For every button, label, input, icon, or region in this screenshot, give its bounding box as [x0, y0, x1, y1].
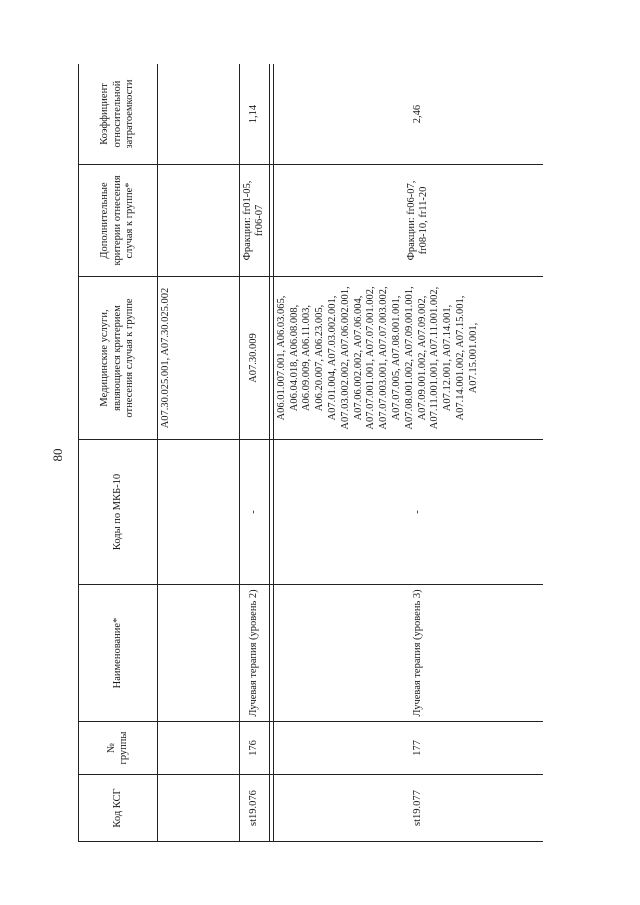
cell-mkb10: -	[240, 440, 270, 585]
table-row	[273, 64, 543, 842]
cell-group-no: 176	[240, 722, 270, 775]
page-number: 80	[50, 448, 65, 462]
header-services: Медицинские услуги, являющиеся критерием отнесения случая к группе	[79, 277, 158, 440]
cell-code-ksg	[158, 775, 240, 842]
cell-coefficient: 2,46	[273, 64, 543, 165]
header-mkb10: Коды по МКБ-10	[79, 440, 158, 585]
cell-services: A06.01.007.001, A06.03.065, A06.04.018, A06.08.008, A06.09.009, A06.11.003, A06.20.007, A06.23.005, A07.01.004, A07.03.002.001, A07.03.002.002, A07.06.002.001, A07.06.002.002, A07.06.004, A07.07.001.001, A07.07.001.002, A07.07.003.001, A07.07.003.002, A07.07.005, A07.08.001.001, A07.08.001.002, A07.09.001.001, A07.09.001.002, A07.09.002, A07.11.001.001, A07.11.001.002, A07.12.001, A07.14.001, A07.14.001.002, A07.15.001, A07.15.001.001,	[273, 277, 543, 440]
cell-mkb10: -	[273, 440, 543, 585]
cell-coefficient: 1,14	[240, 64, 270, 165]
cell-name	[158, 585, 240, 722]
cell-code-ksg: st19.077	[273, 775, 543, 842]
cell-extra-criteria: Фракции: fr01-05, fr06-07	[240, 165, 270, 277]
header-name: Наименование*	[79, 585, 158, 722]
header-extra-criteria: Дополнительные критерии отнесения случая к группе*	[79, 165, 158, 277]
cell-services: A07.30.025.001, A07.30.025.002	[158, 277, 240, 440]
header-coefficient: Коэффициент относительной затратоемкости	[79, 64, 158, 165]
cell-coefficient	[158, 64, 240, 165]
cell-name: Лучевая терапия (уровень 3)	[273, 585, 543, 722]
header-code-ksg: Код КСГ	[79, 775, 158, 842]
header-group-no: № группы	[79, 722, 158, 775]
header-row	[79, 64, 158, 842]
cell-extra-criteria	[158, 165, 240, 277]
cell-code-ksg: st19.076	[240, 775, 270, 842]
table-row	[158, 64, 240, 842]
document-table	[78, 64, 543, 842]
cell-name: Лучевая терапия (уровень 2)	[240, 585, 270, 722]
cell-services: A07.30.009	[240, 277, 270, 440]
cell-extra-criteria: Фракции: fr06-07, fr08-10, fr11-20	[273, 165, 543, 277]
table-row	[240, 64, 270, 842]
cell-group-no	[158, 722, 240, 775]
cell-group-no: 177	[273, 722, 543, 775]
cell-mkb10	[158, 440, 240, 585]
